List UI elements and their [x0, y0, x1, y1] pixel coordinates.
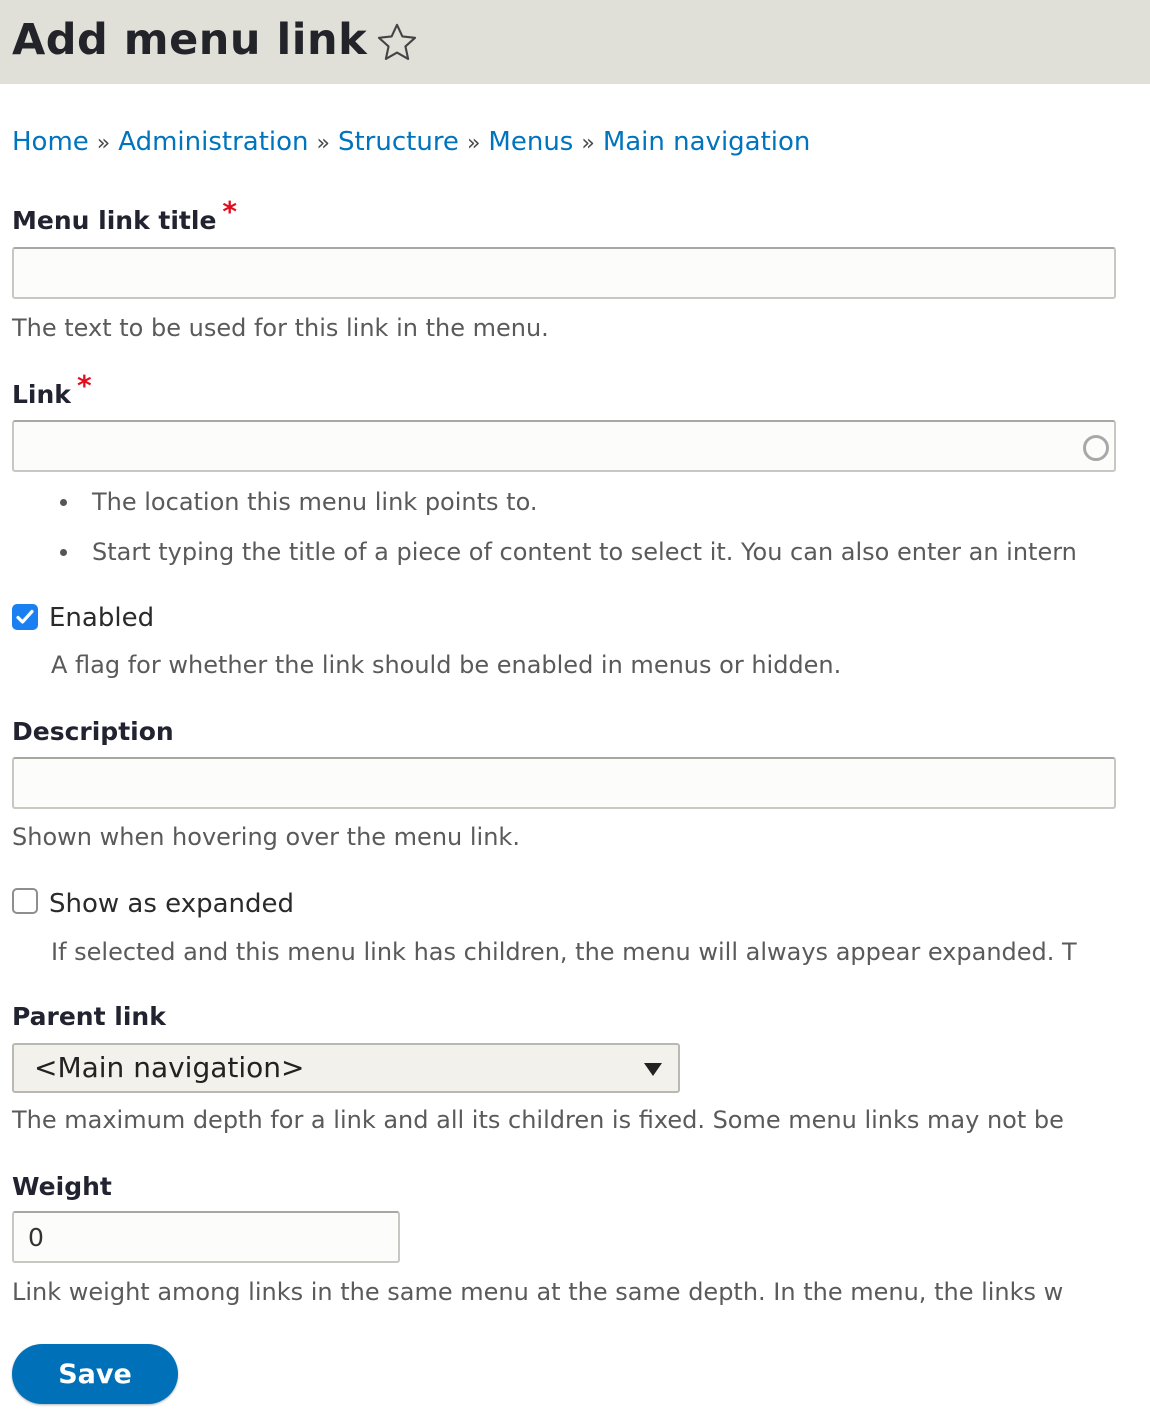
- menu-link-title-input[interactable]: [12, 247, 1116, 299]
- breadcrumb-administration[interactable]: Administration: [118, 127, 309, 157]
- enabled-description: A flag for whether the link should be enabled in menus or hidden.: [51, 651, 842, 679]
- weight-label: Weight: [12, 1172, 112, 1201]
- show-as-expanded-label[interactable]: Show as expanded: [49, 889, 295, 919]
- required-marker: *: [76, 369, 92, 402]
- star-outline-icon[interactable]: [374, 20, 420, 66]
- required-marker: *: [222, 195, 238, 228]
- enabled-label[interactable]: Enabled: [49, 603, 155, 633]
- link-label-text: Link: [12, 380, 71, 409]
- description-field-description: Shown when hovering over the menu link.: [12, 823, 520, 851]
- link-description-item: Start typing the title of a piece of content to select it. You can also enter an intern: [92, 538, 1077, 566]
- show-as-expanded-description: If selected and this menu link has children, the menu will always appear expanded. T: [51, 938, 1077, 966]
- parent-link-label: Parent link: [12, 1002, 166, 1031]
- autocomplete-throbber-icon: [1083, 435, 1109, 461]
- bullet-icon: [60, 549, 67, 556]
- breadcrumb-separator: »: [316, 131, 330, 156]
- enabled-checkbox[interactable]: [12, 604, 38, 630]
- breadcrumb: [12, 124, 810, 162]
- breadcrumb-separator: »: [466, 131, 481, 156]
- breadcrumb-home[interactable]: Home: [12, 127, 89, 157]
- menu-link-title-label-text: Menu link title: [12, 206, 217, 235]
- checkmark-icon: [12, 604, 38, 630]
- breadcrumb-menus[interactable]: Menus: [488, 127, 574, 157]
- link-label: [12, 369, 92, 412]
- show-as-expanded-checkbox[interactable]: [12, 888, 38, 914]
- breadcrumb-separator: »: [581, 131, 595, 156]
- bullet-icon: [60, 499, 67, 506]
- parent-link-select[interactable]: [12, 1043, 680, 1093]
- save-button[interactable]: Save: [12, 1344, 178, 1404]
- breadcrumb-main-navigation[interactable]: Main navigation: [602, 127, 811, 157]
- link-autocomplete-input[interactable]: [12, 420, 1116, 472]
- parent-link-selected-value: <Main navigation>: [34, 1051, 305, 1084]
- page-title: Add menu link: [12, 15, 368, 65]
- parent-link-description: The maximum depth for a link and all its children is fixed. Some menu links may not be: [12, 1106, 1064, 1134]
- description-input[interactable]: [12, 757, 1116, 809]
- breadcrumb-structure[interactable]: Structure: [337, 127, 459, 157]
- weight-input[interactable]: [12, 1211, 400, 1263]
- page-header: [0, 0, 1150, 84]
- description-label: Description: [12, 717, 174, 746]
- dropdown-caret-icon: [644, 1063, 662, 1076]
- menu-link-title-description: The text to be used for this link in the menu.: [12, 314, 549, 342]
- menu-link-title-label: [12, 195, 238, 238]
- link-description-item: The location this menu link points to.: [92, 488, 538, 516]
- breadcrumb-separator: »: [96, 131, 111, 156]
- weight-description: Link weight among links in the same menu at the same depth. In the menu, the links w: [12, 1278, 1064, 1306]
